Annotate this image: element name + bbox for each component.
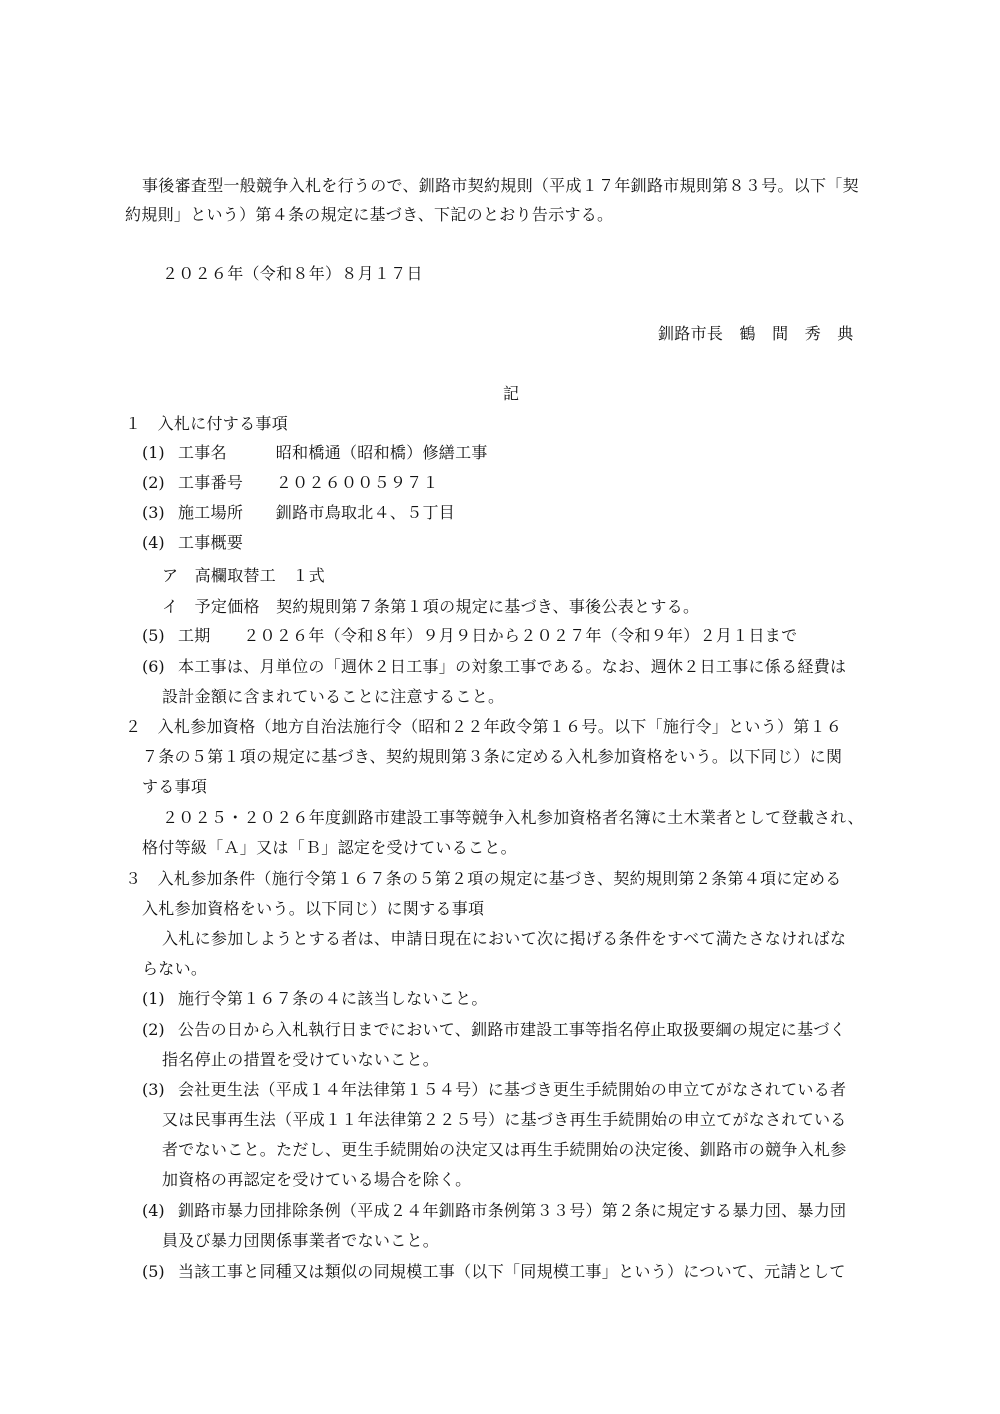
- condition-3-line-1: 会社更生法（平成１４年法律第１５４号）に基づき更生手続開始の申立てがなされている者: [178, 1080, 847, 1099]
- item-mark: (1): [142, 989, 165, 1008]
- ki-heading: 記: [503, 384, 520, 403]
- item-mark: (2): [142, 473, 165, 492]
- item-mark: (4): [142, 1201, 165, 1220]
- section3-body-line-1: 入札に参加しようとする者は、申請日現在において次に掲げる条件をすべて満たさなければな: [162, 929, 847, 948]
- section2-heading-line-2: ７条の５第１項の規定に基づき、契約規則第３条に定める入札参加資格をいう。以下同じ）に関: [142, 747, 843, 766]
- weekly-rest-note-line-1: 本工事は、月単位の「週休２日工事」の対象工事である。なお、週休２日工事に係る経費は: [178, 657, 847, 676]
- work-name: 工事名 昭和橋通（昭和橋）修繕工事: [178, 443, 488, 462]
- intro-line-1: 事後審査型一般競争入札を行うので、釧路市契約規則（平成１７年釧路市規則第８３号。以下「契: [142, 176, 859, 195]
- section3-heading-line-1: ３ 入札参加条件（施行令第１６７条の５第２項の規定に基づき、契約規則第２条第４項に定める: [125, 869, 842, 888]
- item-mark: (1): [142, 443, 165, 462]
- condition-1: 施行令第１６７条の４に該当しないこと。: [178, 989, 488, 1008]
- work-overview: 工事概要: [178, 533, 244, 552]
- condition-5-line-1: 当該工事と同種又は類似の同規模工事（以下「同規模工事」という）について、元請として: [178, 1262, 846, 1281]
- section1-heading: １ 入札に付する事項: [125, 414, 289, 433]
- item-mark: (6): [142, 657, 165, 676]
- item-mark: (5): [142, 626, 165, 645]
- item-mark: (3): [142, 503, 165, 522]
- condition-2-line-1: 公告の日から入札執行日までにおいて、釧路市建設工事等指名停止取扱要綱の規定に基づく: [178, 1020, 846, 1039]
- item-mark: (5): [142, 1262, 165, 1281]
- section2-heading-line-1: ２ 入札参加資格（地方自治法施行令（昭和２２年政令第１６号。以下「施行令」という）第１６: [125, 717, 843, 736]
- overview-sub-a: ア 高欄取替工 １式: [162, 566, 326, 585]
- item-mark: (3): [142, 1080, 165, 1099]
- item-mark: (4): [142, 533, 165, 552]
- work-number: 工事番号 ２０２６００５９７１: [178, 473, 439, 492]
- section2-heading-line-3: する事項: [142, 777, 208, 796]
- work-location: 施工場所 釧路市鳥取北４、５丁目: [178, 503, 456, 522]
- overview-sub-i: イ 予定価格 契約規則第７条第１項の規定に基づき、事後公表とする。: [162, 597, 700, 616]
- weekly-rest-note-line-2: 設計金額に含まれていることに注意すること。: [162, 687, 505, 706]
- section2-body-line-1: ２０２５・２０２６年度釧路市建設工事等競争入札参加資格者名簿に土木業者として登載され、: [162, 808, 864, 827]
- work-period: 工期 ２０２６年（令和８年）９月９日から２０２７年（令和９年）２月１日まで: [178, 626, 798, 645]
- signature: 釧路市長 鶴 間 秀 典: [658, 324, 854, 343]
- section3-heading-line-2: 入札参加資格をいう。以下同じ）に関する事項: [142, 899, 485, 918]
- notice-date: ２０２６年（令和８年）８月１７日: [162, 264, 423, 283]
- condition-4-line-2: 員及び暴力団関係事業者でないこと。: [162, 1231, 440, 1250]
- condition-2-line-2: 指名停止の措置を受けていないこと。: [162, 1050, 440, 1069]
- section2-body-line-2: 格付等級「Ａ」又は「Ｂ」認定を受けていること。: [142, 838, 517, 857]
- condition-4-line-1: 釧路市暴力団排除条例（平成２４年釧路市条例第３３号）第２条に規定する暴力団、暴力団: [178, 1201, 847, 1220]
- section3-body-line-2: らない。: [142, 959, 208, 978]
- condition-3-line-2: 又は民事再生法（平成１１年法律第２２５号）に基づき再生手続開始の申立てがなされている: [162, 1110, 847, 1129]
- condition-3-line-4: 加資格の再認定を受けている場合を除く。: [162, 1170, 472, 1189]
- intro-line-2: 約規則」という）第４条の規定に基づき、下記のとおり告示する。: [125, 205, 614, 224]
- condition-3-line-3: 者でないこと。ただし、更生手続開始の決定又は再生手続開始の決定後、釧路市の競争入札参: [162, 1140, 847, 1159]
- item-mark: (2): [142, 1020, 165, 1039]
